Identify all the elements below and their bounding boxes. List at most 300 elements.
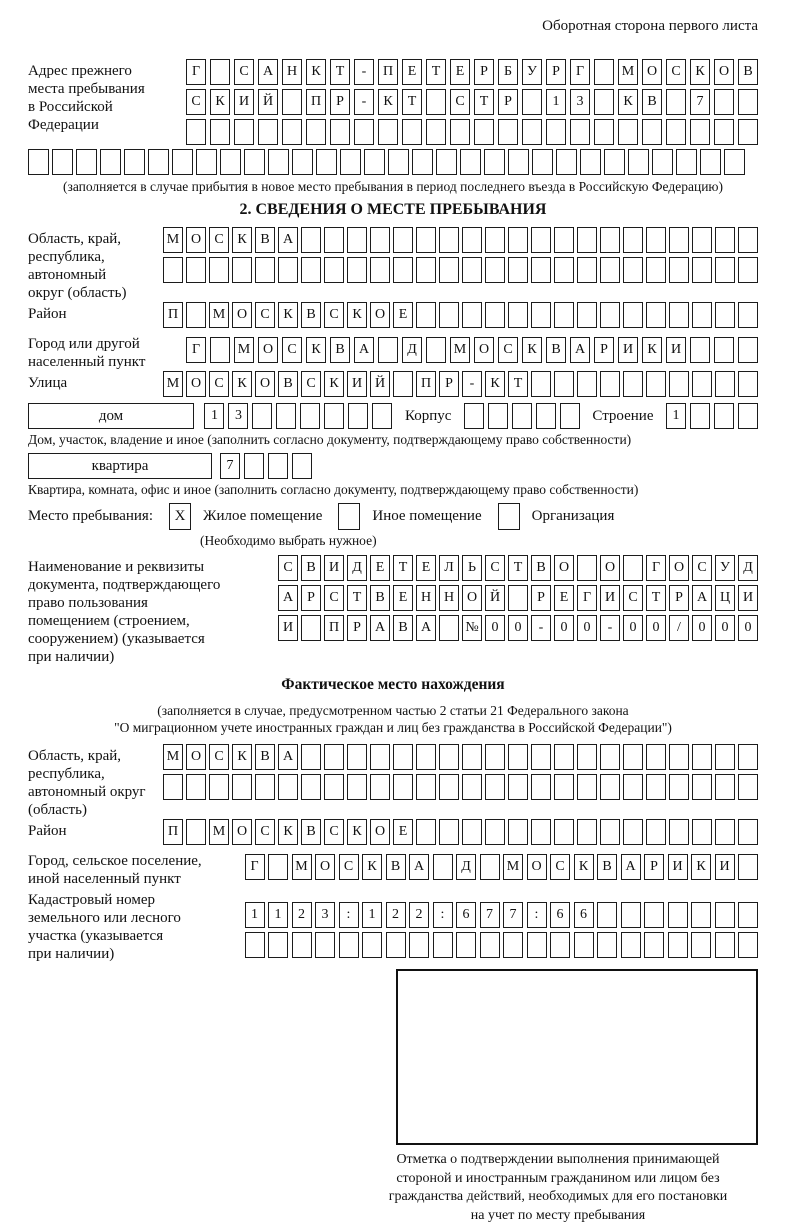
char-box[interactable] — [623, 774, 643, 800]
char-box[interactable]: 0 — [554, 615, 574, 641]
char-box[interactable]: 0 — [715, 615, 735, 641]
char-box[interactable]: 3 — [570, 89, 590, 115]
char-box[interactable] — [439, 774, 459, 800]
char-box[interactable] — [692, 302, 712, 328]
char-box[interactable] — [282, 119, 302, 145]
char-box[interactable]: В — [301, 819, 321, 845]
char-box[interactable]: Г — [570, 59, 590, 85]
char-box[interactable] — [531, 257, 551, 283]
char-box[interactable] — [255, 257, 275, 283]
char-box[interactable]: - — [354, 89, 374, 115]
char-box[interactable]: К — [522, 337, 542, 363]
char-box[interactable] — [715, 902, 735, 928]
char-box[interactable]: А — [416, 615, 436, 641]
char-box[interactable] — [527, 932, 547, 958]
char-box[interactable]: М — [450, 337, 470, 363]
char-box[interactable]: С — [209, 227, 229, 253]
char-box[interactable]: Е — [554, 585, 574, 611]
char-box[interactable]: В — [642, 89, 662, 115]
char-box[interactable]: И — [618, 337, 638, 363]
char-box[interactable] — [715, 774, 735, 800]
char-box[interactable] — [370, 744, 390, 770]
char-box[interactable] — [348, 403, 368, 429]
char-box[interactable] — [330, 119, 350, 145]
char-box[interactable]: Т — [646, 585, 666, 611]
char-box[interactable] — [300, 403, 320, 429]
char-box[interactable] — [692, 774, 712, 800]
char-box[interactable] — [426, 337, 446, 363]
char-box[interactable]: О — [186, 744, 206, 770]
char-box[interactable] — [508, 302, 528, 328]
char-box[interactable] — [210, 119, 230, 145]
char-box[interactable] — [690, 403, 710, 429]
char-box[interactable] — [690, 119, 710, 145]
char-box[interactable]: М — [234, 337, 254, 363]
char-box[interactable] — [484, 149, 505, 175]
char-box[interactable]: Й — [370, 371, 390, 397]
char-box[interactable]: Т — [508, 371, 528, 397]
char-box[interactable] — [577, 555, 597, 581]
char-box[interactable] — [462, 819, 482, 845]
char-box[interactable] — [196, 149, 217, 175]
char-box[interactable] — [690, 337, 710, 363]
char-box[interactable] — [340, 149, 361, 175]
char-box[interactable]: 6 — [550, 902, 570, 928]
char-box[interactable]: П — [163, 302, 183, 328]
char-box[interactable] — [292, 932, 312, 958]
char-box[interactable] — [393, 257, 413, 283]
char-box[interactable]: Р — [594, 337, 614, 363]
char-box[interactable]: Е — [393, 819, 413, 845]
char-box[interactable]: Г — [646, 555, 666, 581]
char-box[interactable]: Г — [186, 59, 206, 85]
char-box[interactable] — [508, 774, 528, 800]
char-box[interactable]: 0 — [738, 615, 758, 641]
char-box[interactable]: О — [232, 302, 252, 328]
char-box[interactable] — [738, 227, 758, 253]
char-box[interactable]: А — [409, 854, 429, 880]
char-box[interactable]: К — [618, 89, 638, 115]
char-box[interactable] — [531, 227, 551, 253]
char-box[interactable]: С — [282, 337, 302, 363]
char-box[interactable] — [600, 371, 620, 397]
char-box[interactable]: О — [370, 819, 390, 845]
char-box[interactable] — [646, 819, 666, 845]
char-box[interactable] — [232, 774, 252, 800]
char-box[interactable] — [600, 257, 620, 283]
char-box[interactable]: - — [462, 371, 482, 397]
char-box[interactable] — [577, 744, 597, 770]
char-box[interactable]: Д — [402, 337, 422, 363]
char-box[interactable] — [738, 744, 758, 770]
char-box[interactable] — [347, 774, 367, 800]
char-box[interactable] — [642, 119, 662, 145]
char-box[interactable] — [597, 932, 617, 958]
char-box[interactable] — [163, 257, 183, 283]
char-box[interactable] — [210, 337, 230, 363]
char-box[interactable] — [301, 744, 321, 770]
char-box[interactable]: И — [668, 854, 688, 880]
char-box[interactable]: В — [301, 555, 321, 581]
place-type-checkbox[interactable]: X — [169, 503, 191, 530]
char-box[interactable] — [628, 149, 649, 175]
char-box[interactable]: Т — [426, 59, 446, 85]
char-box[interactable] — [252, 403, 272, 429]
char-box[interactable] — [52, 149, 73, 175]
char-box[interactable] — [738, 119, 758, 145]
char-box[interactable] — [416, 257, 436, 283]
house-type-box[interactable]: дом — [28, 403, 194, 429]
char-box[interactable] — [594, 89, 614, 115]
char-box[interactable] — [554, 302, 574, 328]
char-box[interactable] — [738, 302, 758, 328]
char-box[interactable]: Е — [393, 585, 413, 611]
char-box[interactable]: И — [666, 337, 686, 363]
char-box[interactable] — [738, 854, 758, 880]
char-box[interactable] — [691, 902, 711, 928]
char-box[interactable] — [485, 227, 505, 253]
char-box[interactable] — [604, 149, 625, 175]
char-box[interactable] — [580, 149, 601, 175]
char-box[interactable] — [244, 149, 265, 175]
char-box[interactable] — [378, 337, 398, 363]
char-box[interactable] — [209, 257, 229, 283]
char-box[interactable] — [531, 819, 551, 845]
char-box[interactable] — [508, 257, 528, 283]
char-box[interactable] — [600, 774, 620, 800]
char-box[interactable] — [554, 257, 574, 283]
char-box[interactable]: П — [306, 89, 326, 115]
char-box[interactable]: 0 — [485, 615, 505, 641]
char-box[interactable] — [480, 854, 500, 880]
char-box[interactable] — [556, 149, 577, 175]
char-box[interactable] — [370, 774, 390, 800]
char-box[interactable] — [347, 227, 367, 253]
char-box[interactable] — [234, 119, 254, 145]
char-box[interactable]: О — [474, 337, 494, 363]
char-box[interactable] — [462, 302, 482, 328]
char-box[interactable] — [554, 371, 574, 397]
char-box[interactable] — [485, 257, 505, 283]
char-box[interactable] — [124, 149, 145, 175]
char-box[interactable]: О — [315, 854, 335, 880]
char-box[interactable]: С — [234, 59, 254, 85]
apartment-type-box[interactable]: квартира — [28, 453, 212, 479]
char-box[interactable]: А — [621, 854, 641, 880]
char-box[interactable]: А — [258, 59, 278, 85]
char-box[interactable]: О — [527, 854, 547, 880]
char-box[interactable] — [462, 774, 482, 800]
char-box[interactable]: Б — [498, 59, 518, 85]
char-box[interactable] — [278, 257, 298, 283]
char-box[interactable] — [669, 819, 689, 845]
char-box[interactable] — [148, 149, 169, 175]
char-box[interactable] — [462, 227, 482, 253]
place-type-checkbox[interactable] — [338, 503, 360, 530]
char-box[interactable] — [426, 119, 446, 145]
char-box[interactable] — [268, 854, 288, 880]
char-box[interactable] — [715, 371, 735, 397]
char-box[interactable]: Г — [186, 337, 206, 363]
char-box[interactable]: А — [354, 337, 374, 363]
char-box[interactable] — [315, 932, 335, 958]
char-box[interactable]: С — [550, 854, 570, 880]
char-box[interactable]: К — [347, 819, 367, 845]
char-box[interactable] — [623, 744, 643, 770]
char-box[interactable] — [450, 119, 470, 145]
char-box[interactable] — [600, 227, 620, 253]
char-box[interactable] — [426, 89, 446, 115]
char-box[interactable]: У — [522, 59, 542, 85]
char-box[interactable]: М — [618, 59, 638, 85]
char-box[interactable] — [594, 59, 614, 85]
char-box[interactable] — [388, 149, 409, 175]
char-box[interactable] — [339, 932, 359, 958]
char-box[interactable] — [485, 302, 505, 328]
char-box[interactable]: П — [378, 59, 398, 85]
char-box[interactable]: 0 — [577, 615, 597, 641]
char-box[interactable] — [676, 149, 697, 175]
char-box[interactable]: К — [485, 371, 505, 397]
char-box[interactable] — [600, 744, 620, 770]
char-box[interactable] — [282, 89, 302, 115]
char-box[interactable] — [714, 89, 734, 115]
char-box[interactable]: О — [186, 371, 206, 397]
char-box[interactable] — [268, 149, 289, 175]
char-box[interactable] — [416, 819, 436, 845]
char-box[interactable]: О — [462, 585, 482, 611]
char-box[interactable] — [623, 257, 643, 283]
char-box[interactable] — [292, 149, 313, 175]
char-box[interactable] — [508, 149, 529, 175]
char-box[interactable] — [324, 744, 344, 770]
char-box[interactable] — [570, 119, 590, 145]
char-box[interactable] — [485, 744, 505, 770]
char-box[interactable]: 6 — [574, 902, 594, 928]
char-box[interactable] — [669, 774, 689, 800]
char-box[interactable] — [554, 744, 574, 770]
char-box[interactable] — [715, 302, 735, 328]
char-box[interactable] — [370, 257, 390, 283]
char-box[interactable] — [255, 774, 275, 800]
char-box[interactable] — [386, 932, 406, 958]
char-box[interactable]: 1 — [268, 902, 288, 928]
char-box[interactable]: П — [416, 371, 436, 397]
char-box[interactable] — [439, 302, 459, 328]
char-box[interactable]: Ц — [715, 585, 735, 611]
char-box[interactable] — [738, 403, 758, 429]
char-box[interactable] — [669, 371, 689, 397]
char-box[interactable]: В — [386, 854, 406, 880]
char-box[interactable] — [577, 257, 597, 283]
char-box[interactable]: С — [278, 555, 298, 581]
char-box[interactable]: К — [210, 89, 230, 115]
char-box[interactable]: С — [186, 89, 206, 115]
char-box[interactable]: В — [531, 555, 551, 581]
char-box[interactable]: 0 — [692, 615, 712, 641]
char-box[interactable] — [666, 119, 686, 145]
char-box[interactable] — [738, 371, 758, 397]
char-box[interactable] — [646, 302, 666, 328]
char-box[interactable]: Е — [370, 555, 390, 581]
char-box[interactable]: - — [531, 615, 551, 641]
char-box[interactable]: 1 — [362, 902, 382, 928]
char-box[interactable]: Р — [439, 371, 459, 397]
char-box[interactable] — [669, 227, 689, 253]
char-box[interactable] — [550, 932, 570, 958]
char-box[interactable] — [186, 819, 206, 845]
char-box[interactable]: : — [527, 902, 547, 928]
char-box[interactable] — [232, 257, 252, 283]
char-box[interactable]: С — [324, 819, 344, 845]
char-box[interactable]: К — [362, 854, 382, 880]
char-box[interactable] — [600, 819, 620, 845]
char-box[interactable] — [646, 371, 666, 397]
char-box[interactable] — [738, 774, 758, 800]
char-box[interactable] — [574, 932, 594, 958]
char-box[interactable]: А — [692, 585, 712, 611]
char-box[interactable]: П — [163, 819, 183, 845]
char-box[interactable] — [646, 257, 666, 283]
char-box[interactable] — [669, 257, 689, 283]
char-box[interactable]: И — [347, 371, 367, 397]
char-box[interactable] — [668, 902, 688, 928]
char-box[interactable] — [715, 744, 735, 770]
char-box[interactable]: Р — [474, 59, 494, 85]
char-box[interactable] — [163, 774, 183, 800]
char-box[interactable]: И — [600, 585, 620, 611]
char-box[interactable] — [324, 257, 344, 283]
char-box[interactable] — [186, 257, 206, 283]
char-box[interactable] — [669, 302, 689, 328]
char-box[interactable] — [738, 819, 758, 845]
char-box[interactable] — [508, 227, 528, 253]
char-box[interactable] — [714, 119, 734, 145]
char-box[interactable]: Н — [282, 59, 302, 85]
char-box[interactable]: 2 — [292, 902, 312, 928]
char-box[interactable]: С — [324, 302, 344, 328]
char-box[interactable]: Д — [347, 555, 367, 581]
char-box[interactable]: С — [255, 302, 275, 328]
char-box[interactable] — [186, 774, 206, 800]
char-box[interactable] — [316, 149, 337, 175]
char-box[interactable]: И — [234, 89, 254, 115]
char-box[interactable]: 6 — [456, 902, 476, 928]
char-box[interactable] — [692, 227, 712, 253]
char-box[interactable] — [409, 932, 429, 958]
char-box[interactable]: А — [278, 227, 298, 253]
char-box[interactable] — [623, 302, 643, 328]
char-box[interactable] — [433, 932, 453, 958]
char-box[interactable] — [623, 371, 643, 397]
char-box[interactable] — [498, 119, 518, 145]
char-box[interactable] — [715, 227, 735, 253]
char-box[interactable]: П — [324, 615, 344, 641]
char-box[interactable]: С — [339, 854, 359, 880]
char-box[interactable] — [292, 453, 312, 479]
char-box[interactable] — [508, 819, 528, 845]
char-box[interactable] — [714, 337, 734, 363]
char-box[interactable] — [393, 227, 413, 253]
char-box[interactable] — [714, 403, 734, 429]
char-box[interactable]: 0 — [646, 615, 666, 641]
char-box[interactable]: № — [462, 615, 482, 641]
char-box[interactable]: О — [370, 302, 390, 328]
char-box[interactable]: В — [255, 744, 275, 770]
char-box[interactable] — [364, 149, 385, 175]
char-box[interactable]: Т — [347, 585, 367, 611]
char-box[interactable]: К — [306, 337, 326, 363]
char-box[interactable] — [354, 119, 374, 145]
char-box[interactable] — [554, 819, 574, 845]
char-box[interactable] — [433, 854, 453, 880]
char-box[interactable] — [416, 774, 436, 800]
char-box[interactable] — [278, 774, 298, 800]
char-box[interactable]: В — [597, 854, 617, 880]
char-box[interactable]: Е — [416, 555, 436, 581]
char-box[interactable]: В — [393, 615, 413, 641]
char-box[interactable]: И — [738, 585, 758, 611]
char-box[interactable]: Р — [546, 59, 566, 85]
char-box[interactable]: 3 — [228, 403, 248, 429]
char-box[interactable] — [474, 119, 494, 145]
char-box[interactable]: К — [232, 371, 252, 397]
char-box[interactable]: 7 — [480, 902, 500, 928]
char-box[interactable] — [738, 337, 758, 363]
char-box[interactable] — [416, 227, 436, 253]
char-box[interactable]: Е — [393, 302, 413, 328]
char-box[interactable] — [276, 403, 296, 429]
char-box[interactable]: В — [278, 371, 298, 397]
char-box[interactable] — [531, 774, 551, 800]
char-box[interactable] — [464, 403, 484, 429]
char-box[interactable]: О — [255, 371, 275, 397]
char-box[interactable] — [577, 302, 597, 328]
char-box[interactable] — [485, 774, 505, 800]
char-box[interactable] — [324, 227, 344, 253]
char-box[interactable] — [546, 119, 566, 145]
char-box[interactable] — [268, 932, 288, 958]
char-box[interactable] — [480, 932, 500, 958]
char-box[interactable]: И — [715, 854, 735, 880]
char-box[interactable]: К — [691, 854, 711, 880]
char-box[interactable] — [715, 257, 735, 283]
char-box[interactable]: Д — [456, 854, 476, 880]
char-box[interactable]: К — [306, 59, 326, 85]
char-box[interactable] — [462, 744, 482, 770]
char-box[interactable] — [738, 932, 758, 958]
char-box[interactable]: И — [324, 555, 344, 581]
char-box[interactable]: 2 — [409, 902, 429, 928]
char-box[interactable]: М — [209, 302, 229, 328]
char-box[interactable] — [554, 774, 574, 800]
char-box[interactable]: Р — [644, 854, 664, 880]
char-box[interactable] — [554, 227, 574, 253]
char-box[interactable]: Р — [531, 585, 551, 611]
char-box[interactable]: С — [301, 371, 321, 397]
char-box[interactable]: С — [485, 555, 505, 581]
char-box[interactable] — [577, 774, 597, 800]
char-box[interactable] — [577, 227, 597, 253]
char-box[interactable] — [560, 403, 580, 429]
char-box[interactable]: С — [692, 555, 712, 581]
char-box[interactable] — [378, 119, 398, 145]
char-box[interactable] — [668, 932, 688, 958]
char-box[interactable] — [439, 744, 459, 770]
char-box[interactable] — [623, 819, 643, 845]
char-box[interactable]: А — [370, 615, 390, 641]
char-box[interactable] — [460, 149, 481, 175]
